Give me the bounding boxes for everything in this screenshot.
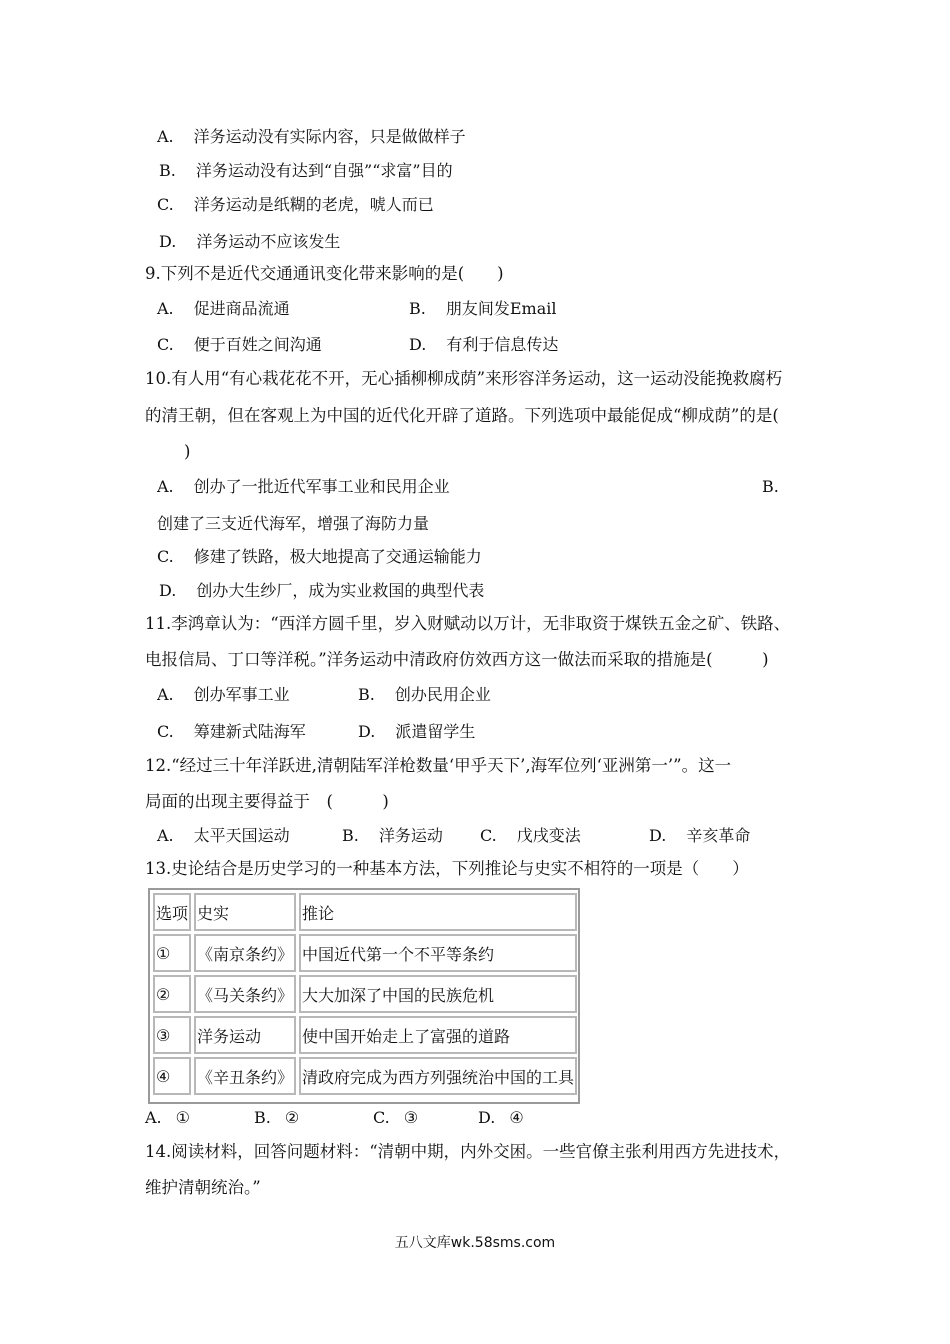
- table-cell: ②: [153, 975, 191, 1013]
- table-cell: ④: [153, 1057, 191, 1095]
- table-cell: ③: [153, 1016, 191, 1054]
- q13-option-c: C. ③: [373, 1108, 419, 1127]
- table-cell: 中国近代第一个不平等条约: [299, 934, 577, 972]
- table-header-cell: 选项: [153, 893, 191, 931]
- q12-option-c: C. 戊戌变法: [480, 826, 581, 845]
- q14-stem-line-2: 维护清朝统治。”: [145, 1178, 261, 1197]
- q9-option-d: D. 有利于信息传达: [409, 335, 559, 354]
- table-cell: 使中国开始走上了富强的道路: [299, 1016, 577, 1054]
- q11-stem-line-1: 11.李鸿章认为：“西洋方圆千里，岁入财赋动以万计，无非取资于煤铁五金之矿、铁路、: [145, 614, 791, 633]
- q10-stem-line-2: 的清王朝，但在客观上为中国的近代化开辟了道路。下列选项中最能促成“柳成荫”的是(: [145, 406, 779, 425]
- table-cell: 《马关条约》: [194, 975, 296, 1013]
- page-footer: 五八文库wk.58sms.com: [394, 1235, 556, 1251]
- table-row: [153, 975, 577, 1013]
- table-row: [153, 934, 577, 972]
- q11-option-a: A. 创办军事工业: [157, 685, 290, 704]
- q10-option-b-text: 创建了三支近代海军，增强了海防力量: [157, 514, 430, 533]
- table-cell: 大大加深了中国的民族危机: [299, 975, 577, 1013]
- q13-option-d: D. ④: [478, 1108, 524, 1127]
- q12-option-d: D. 辛亥革命: [649, 826, 751, 845]
- q8-option-b: B. 洋务运动没有达到“自强”“求富”目的: [159, 161, 453, 180]
- q8-option-c: C. 洋务运动是纸糊的老虎，唬人而已: [157, 195, 434, 214]
- q9-stem: 9.下列不是近代交通通讯变化带来影响的是( ): [145, 264, 504, 283]
- table-cell: 《南京条约》: [194, 934, 296, 972]
- q13-table: [148, 888, 580, 1104]
- q10-stem-line-1: 10.有人用“有心栽花花不开，无心插柳柳成荫”来形容洋务运动，这一运动没能挽救腐朽: [145, 369, 783, 388]
- table-header-cell: 推论: [299, 893, 577, 931]
- q10-option-d: D. 创办大生纱厂，成为实业救国的典型代表: [159, 581, 485, 600]
- q11-stem-line-2: 电报信局、丁口等洋税。”洋务运动中清政府仿效西方这一做法而采取的措施是( ): [145, 650, 769, 669]
- table-row: [153, 1016, 577, 1054]
- q11-option-d: D. 派遣留学生: [358, 722, 476, 741]
- q11-option-b: B. 创办民用企业: [358, 685, 491, 704]
- q9-option-a: A. 促进商品流通: [157, 299, 290, 318]
- table-cell: ①: [153, 934, 191, 972]
- table-header-cell: 史实: [194, 893, 296, 931]
- table-cell: 洋务运动: [194, 1016, 296, 1054]
- q9-option-b: B. 朋友间发Email: [409, 299, 557, 318]
- table-row: [153, 1057, 577, 1095]
- q11-option-c: C. 筹建新式陆海军: [157, 722, 306, 741]
- q9-option-c: C. 便于百姓之间沟通: [157, 335, 322, 354]
- q12-stem-line-2: 局面的出现主要得益于 ( ): [145, 792, 389, 811]
- table-header-row: [153, 893, 577, 931]
- table-cell: 清政府完成为西方列强统治中国的工具: [299, 1057, 577, 1095]
- q10-option-c: C. 修建了铁路，极大地提高了交通运输能力: [157, 547, 482, 566]
- q14-stem-line-1: 14.阅读材料，回答问题材料：“清朝中期，内外交困。一些官僚主张利用西方先进技术，: [145, 1142, 791, 1161]
- q13-option-b: B. ②: [254, 1108, 300, 1127]
- q10-option-a: A. 创办了一批近代军事工业和民用企业: [157, 477, 450, 496]
- q12-option-b: B. 洋务运动: [342, 826, 443, 845]
- q12-option-a: A. 太平天国运动: [157, 826, 290, 845]
- q13-option-a: A. ①: [145, 1108, 190, 1127]
- q12-stem-line-1: 12.“经过三十年洋跃进,清朝陆军洋枪数量‘甲乎天下’,海军位列‘亚洲第一’”。这一: [145, 756, 732, 775]
- q8-option-d: D. 洋务运动不应该发生: [159, 232, 341, 251]
- q13-stem: 13.史论结合是历史学习的一种基本方法，下列推论与史实不相符的一项是（ ）: [145, 859, 749, 878]
- table-cell: 《辛丑条约》: [194, 1057, 296, 1095]
- q8-option-a: A. 洋务运动没有实际内容，只是做做样子: [157, 127, 466, 146]
- q10-option-b-label: B.: [762, 477, 779, 496]
- q10-stem-line-3: ): [184, 442, 191, 461]
